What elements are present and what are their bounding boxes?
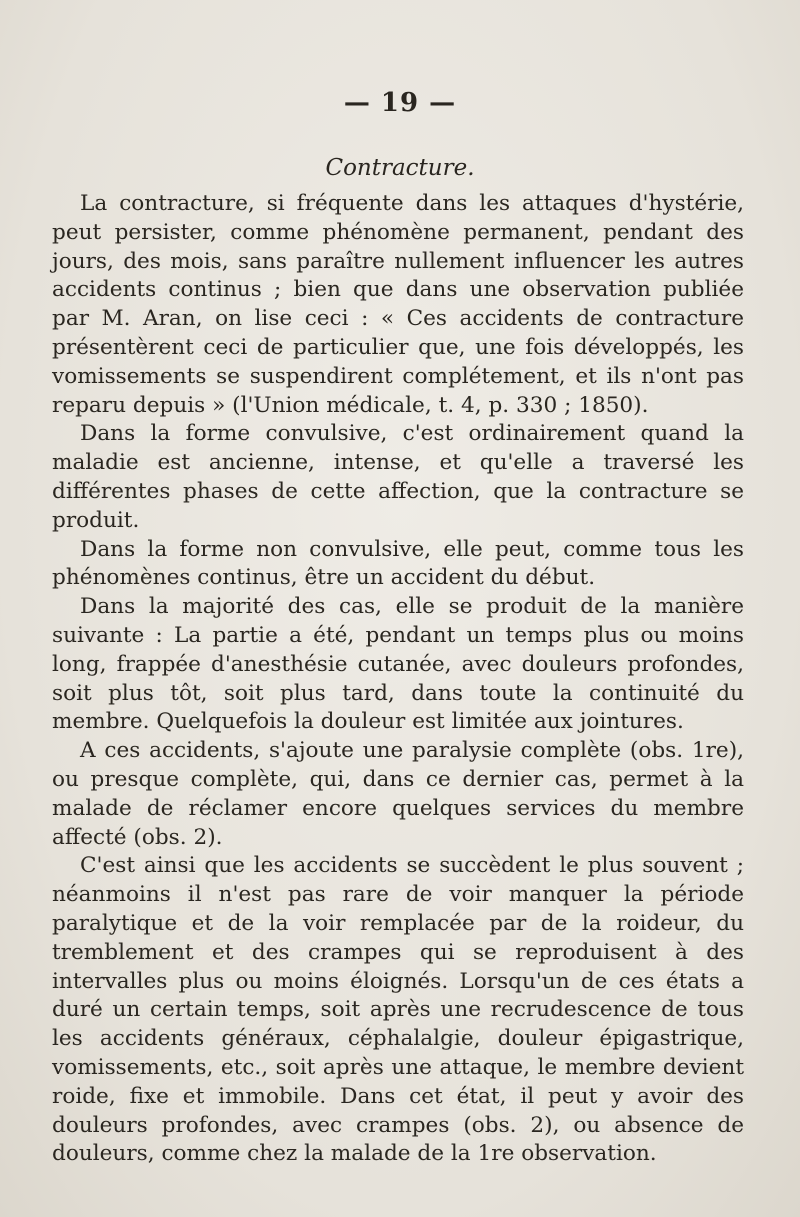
page-number: — 19 —: [343, 88, 457, 118]
section-title: Contracture.: [325, 155, 475, 181]
paragraph-6: C'est ainsi que les accidents se succèdent le plus souvent ; néanmoins il n'est pas rare de voir manquer la période paralytique et de la voir remplacée par de la roideur, du tremblement et des crampes qui se reproduisent à des intervalles plus ou moins éloignés. Lorsqu'un de ces états a duré un certain temps, soit après une recrudescence de tous les accidents généraux, céphalalgie, douleur épigastrique, vomissements, etc., soit après une attaque, le membre devient roide, fixe et immobile. Dans cet état, il peut y avoir des douleurs profondes, avec crampes (obs. 2), ou absence de douleurs, comme chez la malade de la 1re observation.: [52, 853, 744, 1167]
paragraph-5: A ces accidents, s'ajoute une paralysie complète (obs. 1re), ou presque complète, qui, dans ce dernier cas, permet à la malade de réclamer encore quelques services du membre affecté (obs. 2).: [52, 738, 744, 850]
paragraph-3: Dans la forme non convulsive, elle peut, comme tous les phénomènes continus, être un accident du début.: [52, 536, 744, 591]
paragraph-1: La contracture, si fréquente dans les attaques d'hystérie, peut persister, comme phénomène permanent, pendant des jours, des mois, sans paraître nullement influencer les autres accidents continus ; bien que dans une observation publiée par M. Aran, on lise ceci : « Ces accidents de contracture présentèrent ceci de particulier que, une fois développés, les vomissements se suspendirent complétement, et ils n'ont pas reparu depuis » (l'Union médicale, t. 4, p. 330 ; 1850).: [52, 191, 744, 418]
body-text: [52, 190, 744, 1169]
paragraph-2: Dans la forme convulsive, c'est ordinairement quand la maladie est ancienne, intense, et qu'elle a traversé les différentes phases de cette affection, que la contracture se produit.: [52, 421, 744, 533]
paragraph-4: Dans la majorité des cas, elle se produit de la manière suivante : La partie a été, pendant un temps plus ou moins long, frappée d'anesthésie cutanée, avec douleurs profondes, soit plus tôt, soit plus tard, dans toute la continuité du membre. Quelquefois la douleur est limitée aux jointures.: [52, 594, 744, 735]
